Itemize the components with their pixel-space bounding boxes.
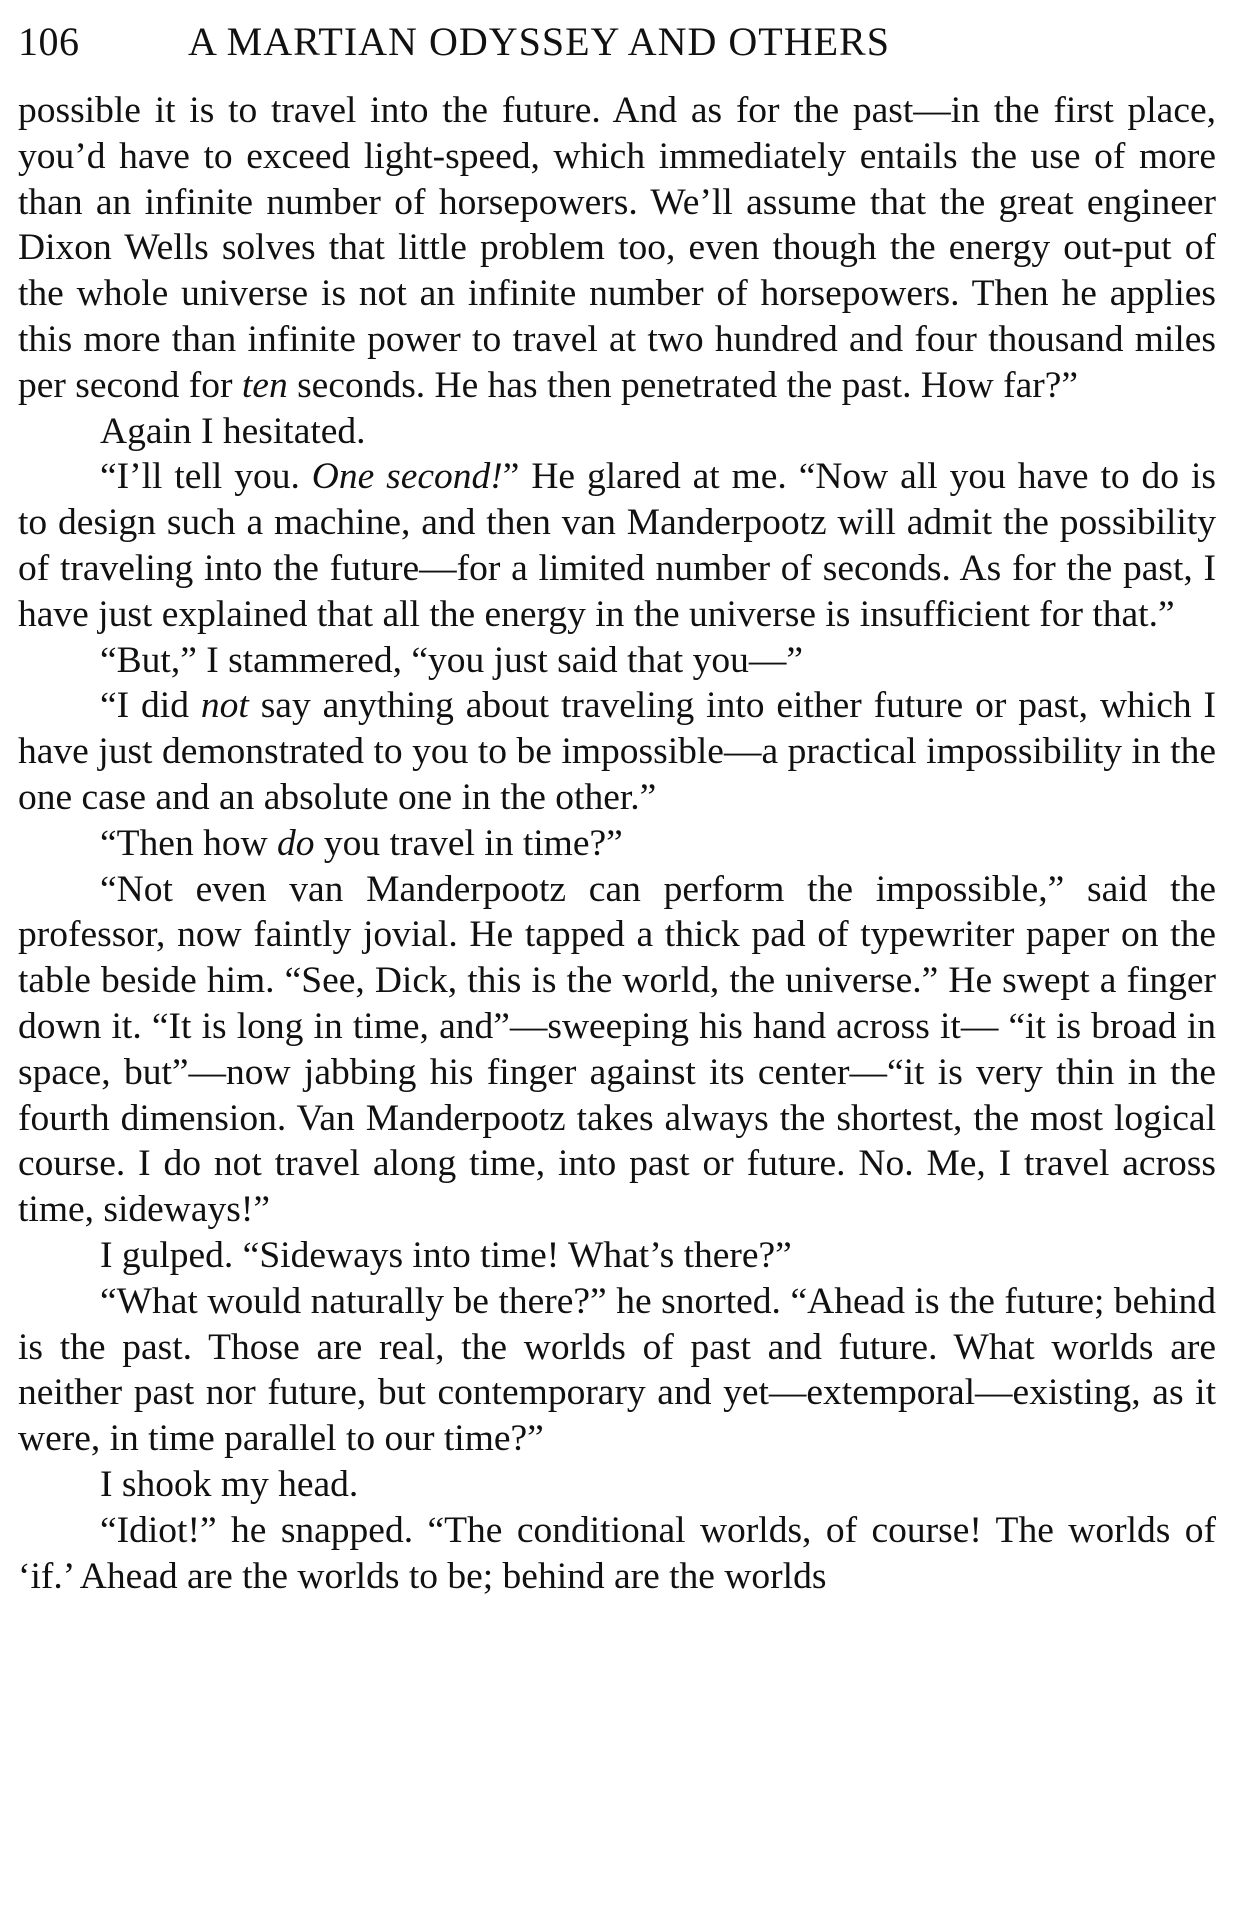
- body-text: [18, 88, 1216, 1599]
- paragraph: [18, 1462, 1216, 1508]
- book-page: [18, 14, 1216, 1599]
- text-run: ” He glared at me. “Now all you have to do is to design such a machine, and then van Manderpootz will admit the possibility of traveling into the future—for a limited number of seconds. As for the past, I have just explained that all the energy in the universe is insufficient for that.”: [18, 456, 1216, 635]
- text-run: you travel in time?”: [314, 822, 623, 864]
- italic-text: not: [200, 685, 249, 727]
- text-run: Again I hesitated.: [100, 410, 366, 452]
- text-run: say anything about traveling into either future or past, which I have just demonstrated to you to be impossible—a practical impossibility in the one case and an absolute one in the other.”: [18, 685, 1216, 818]
- text-run: “Not even van Manderpootz can perform the impossible,” said the professor, now faintly jovial. He tapped a thick pad of typewriter paper on the table beside him. “See, Dick, this is the world, the universe.” He swept a finger down it. “It is long in time, and”—sweeping his hand across it— “it is broad in space, but”—now jabbing his finger against its center—“it is very thin in the fourth dimension. Van Manderpootz takes always the shortest, the most logical course. I do not travel along time, into past or future. No. Me, I travel across time, sideways!”: [18, 868, 1216, 1231]
- text-run: “I did: [100, 685, 201, 727]
- text-run: “Idiot!” he snapped. “The conditional worlds, of course! The worlds of ‘if.’ Ahead are the worlds to be; behind are the worlds: [18, 1509, 1216, 1597]
- paragraph: [18, 88, 1216, 409]
- text-run: seconds. He has then penetrated the past. How far?”: [287, 364, 1079, 406]
- paragraph: [18, 821, 1216, 867]
- running-title: A MARTIAN ODYSSEY AND OTHERS: [188, 19, 890, 64]
- paragraph: [18, 638, 1216, 684]
- italic-text: One second!: [311, 456, 503, 498]
- paragraph: [18, 409, 1216, 455]
- text-run: possible it is to travel into the future. And as for the past—in the first place, you’d have to exceed light-speed, which immediately entails the use of more than an infinite number of horsepowers. We’ll assume that the great engineer Dixon Wells solves that little problem too, even though the energy out-put of the whole universe is not an infinite number of horsepowers. Then he applies this more than infinite power to travel at two hundred and four thousand miles per second for: [18, 90, 1216, 406]
- paragraph: [18, 454, 1216, 637]
- paragraph: [18, 683, 1216, 820]
- paragraph: [18, 1279, 1216, 1462]
- paragraph: [18, 867, 1216, 1233]
- running-head: [18, 14, 1216, 70]
- paragraph: [18, 1508, 1216, 1600]
- text-run: “I’ll tell you.: [100, 456, 312, 498]
- text-run: “But,” I stammered, “you just said that you—”: [100, 639, 803, 681]
- text-run: “Then how: [100, 822, 278, 864]
- paragraph: [18, 1233, 1216, 1279]
- page-number: 106: [18, 19, 80, 64]
- italic-text: do: [277, 822, 315, 864]
- text-run: I gulped. “Sideways into time! What’s there?”: [100, 1234, 792, 1276]
- text-run: “What would naturally be there?” he snorted. “Ahead is the future; behind is the past. Those are real, the worlds of past and future. What worlds are neither past nor future, but contemporary and yet—extemporal—existing, as it were, in time parallel to our time?”: [18, 1280, 1216, 1460]
- italic-text: ten: [241, 364, 288, 406]
- text-run: I shook my head.: [100, 1463, 359, 1505]
